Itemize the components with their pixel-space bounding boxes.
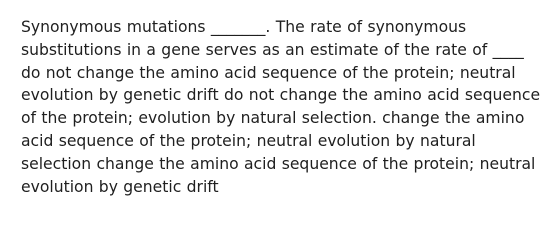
question-text: Synonymous mutations _______. The rate of synonymous substitutions in a gene serves as an estimate of the rate of ____ do not change the amino acid sequence of the protein; neutral evolution by genetic drift do not change the amino acid sequence of the protein; evolution by natural selection. change the amino acid sequence of the protein; neutral evolution by natural selection change the amino acid sequence of the protein; neutral evolution by genetic drift xyxy=(21,18,541,196)
